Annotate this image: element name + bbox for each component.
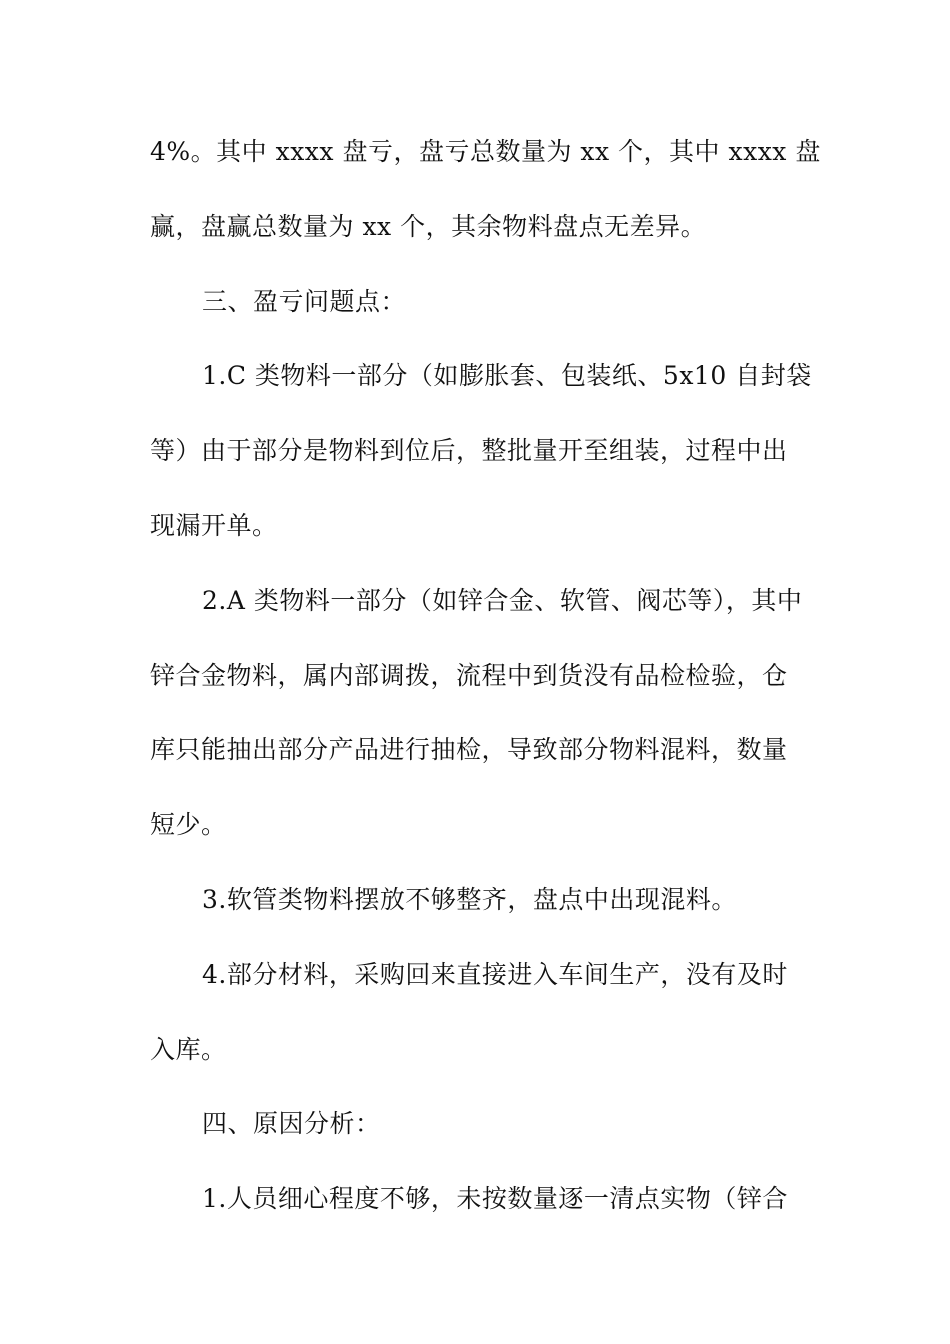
text-line-13: 入库。	[150, 1035, 227, 1064]
text-line-10: 短少。	[150, 810, 227, 839]
text-line-12: 4.部分材料，采购回来直接进入车间生产，没有及时	[202, 960, 788, 989]
text-line-4: 1.C 类物料一部分（如膨胀套、包装纸、5x10 自封袋	[202, 361, 812, 390]
text-line-5: 等）由于部分是物料到位后，整批量开至组装，过程中出	[150, 436, 788, 465]
section-heading-3: 三、盈亏问题点：	[202, 287, 407, 316]
text-line-9: 库只能抽出部分产品进行抽检，导致部分物料混料，数量	[150, 735, 788, 764]
text-line-8: 锌合金物料，属内部调拨，流程中到货没有品检检验，仓	[150, 661, 788, 690]
text-line-15: 1.人员细心程度不够，未按数量逐一清点实物（锌合	[202, 1184, 788, 1213]
text-line-2: 赢，盘赢总数量为 xx 个，其余物料盘点无差异。	[150, 212, 707, 241]
text-line-6: 现漏开单。	[150, 511, 278, 540]
text-line-1: 4%。其中 xxxx 盘亏，盘亏总数量为 xx 个，其中 xxxx 盘	[150, 137, 821, 166]
text-line-7: 2.A 类物料一部分（如锌合金、软管、阀芯等），其中	[202, 586, 803, 615]
text-line-11: 3.软管类物料摆放不够整齐，盘点中出现混料。	[202, 885, 737, 914]
section-heading-4: 四、原因分析：	[202, 1109, 381, 1138]
